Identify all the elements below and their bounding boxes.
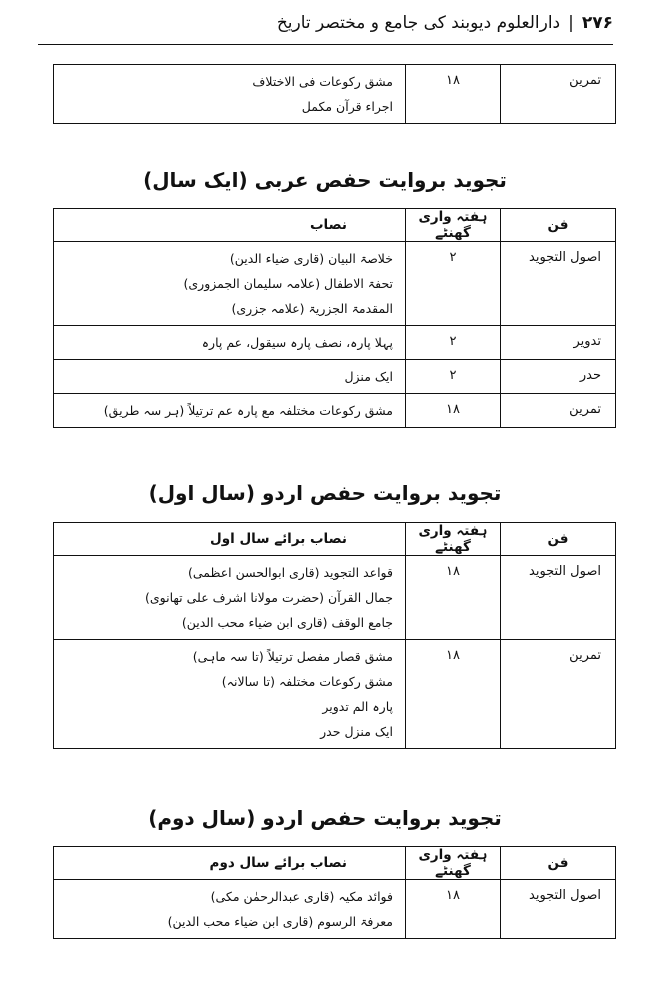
cell-nisab <box>54 65 406 124</box>
cell-hours: ۲ <box>406 242 501 326</box>
table-tajweed-urdu-year2 <box>53 846 616 939</box>
nisab-line: تحفۃ الاطفال (علامہ سلیمان الجمزوری) <box>183 276 393 291</box>
nisab-line: جمال القرآن (حضرت مولانا اشرف علی تھانوی) <box>145 590 393 605</box>
section-title-arabi: تجوید بروایت حفص عربی (ایک سال) <box>143 168 507 192</box>
section-title-urdu-year1: تجوید بروایت حفص اردو (سال اول) <box>148 481 502 505</box>
nisab-line: جامع الوقف (قاری ابن ضیاء محب الدین) <box>181 615 393 630</box>
cell-nisab <box>54 640 406 749</box>
cell-hours: ۱۸ <box>406 880 501 939</box>
header-fan: فن <box>501 847 616 880</box>
table-header-row <box>54 209 616 242</box>
header-nisab: نصاب <box>54 209 406 242</box>
nisab-line: معرفۃ الرسوم (قاری ابن ضیاء محب الدین) <box>167 914 393 929</box>
nisab-line: پارہ الم تدویر <box>322 699 393 714</box>
cell-hours: ۱۸ <box>406 65 501 124</box>
table-body <box>54 880 616 939</box>
nisab-line: اجراء قرآن مکمل <box>301 99 393 114</box>
cell-nisab <box>54 242 406 326</box>
cell-fan: اصول التجوید <box>501 556 616 640</box>
table-row <box>54 326 616 360</box>
nisab-line: مشق رکوعات فی الاختلاف <box>252 74 393 89</box>
header-separator: | <box>568 13 574 33</box>
table-row <box>54 640 616 749</box>
cell-nisab <box>54 326 406 360</box>
table-tamrin-continued <box>53 64 616 124</box>
table-row <box>54 65 616 124</box>
cell-hours: ۱۸ <box>406 556 501 640</box>
cell-hours: ۱۸ <box>406 394 501 428</box>
book-title: دارالعلوم دیوبند کی جامع و مختصر تاریخ <box>276 13 561 33</box>
section-title-urdu-year2: تجوید بروایت حفص اردو (سال دوم) <box>148 806 502 830</box>
nisab-line: ایک منزل حدر <box>320 724 393 739</box>
nisab-line: فوائد مکیہ (قاری عبدالرحمٰن مکی) <box>210 889 393 904</box>
header-nisab: نصاب برائے سال دوم <box>54 847 406 880</box>
cell-hours: ۲ <box>406 326 501 360</box>
nisab-line: خلاصۃ البیان (قاری ضیاء الدین) <box>229 251 393 266</box>
table-row <box>54 556 616 640</box>
nisab-line: مشق قصار مفصل ترتیلاً (تا سہ ماہی) <box>192 649 393 664</box>
table-header-row <box>54 847 616 880</box>
cell-fan: تمرین <box>501 65 616 124</box>
cell-fan: تمرین <box>501 394 616 428</box>
table-tajweed-urdu-year1 <box>53 522 616 749</box>
table-body <box>54 65 616 124</box>
cell-fan: تمرین <box>501 640 616 749</box>
table-row <box>54 394 616 428</box>
cell-nisab <box>54 556 406 640</box>
table-body <box>54 556 616 749</box>
nisab-line: مشق رکوعات مختلفہ (تا سالانہ) <box>221 674 393 689</box>
table-row <box>54 360 616 394</box>
nisab-line: قواعد التجوید (قاری ابوالحسن اعظمی) <box>187 565 393 580</box>
page-header <box>38 8 613 38</box>
cell-fan: حدر <box>501 360 616 394</box>
table-body <box>54 242 616 428</box>
cell-nisab <box>54 360 406 394</box>
nisab-line: مشق رکوعات مختلفہ مع پارہ عم ترتیلاً (ہر سہ طریق) <box>103 403 393 418</box>
table-header-row <box>54 523 616 556</box>
cell-fan: اصول التجوید <box>501 880 616 939</box>
cell-hours: ۲ <box>406 360 501 394</box>
table-tajweed-arabi <box>53 208 616 428</box>
header-hours: ہفتہ واری گھنٹے <box>406 523 501 556</box>
table-row <box>54 880 616 939</box>
nisab-line: پہلا پارہ، نصف پارہ سیقول، عم پارہ <box>201 335 393 350</box>
table-row <box>54 242 616 326</box>
header-nisab: نصاب برائے سال اول <box>54 523 406 556</box>
cell-nisab <box>54 394 406 428</box>
cell-hours: ۱۸ <box>406 640 501 749</box>
header-fan: فن <box>501 523 616 556</box>
header-fan: فن <box>501 209 616 242</box>
header-hours: ہفتہ واری گھنٹے <box>406 209 501 242</box>
header-hours: ہفتہ واری گھنٹے <box>406 847 501 880</box>
nisab-line: المقدمۃ الجزریۃ (علامہ جزری) <box>231 301 393 316</box>
header-rule <box>38 44 613 45</box>
nisab-line: ایک منزل <box>344 369 393 384</box>
cell-fan: تدویر <box>501 326 616 360</box>
page-number: ۲۷۶ <box>581 13 613 33</box>
cell-fan: اصول التجوید <box>501 242 616 326</box>
cell-nisab <box>54 880 406 939</box>
